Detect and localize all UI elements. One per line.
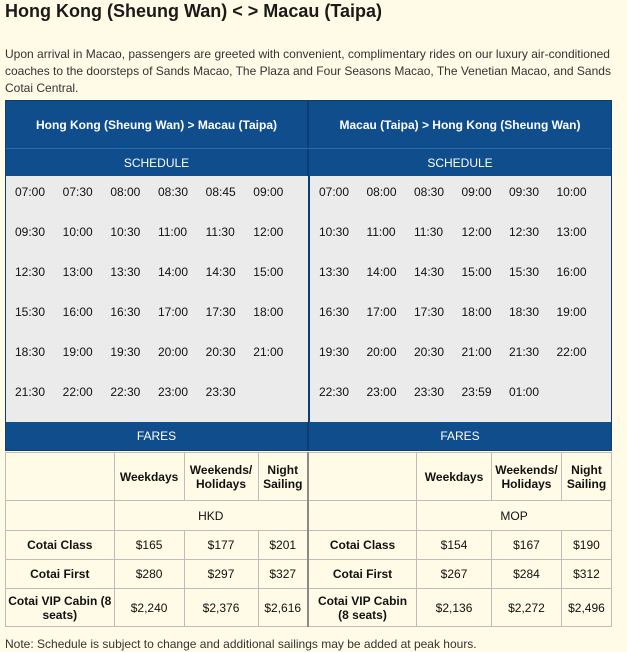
schedule-times-row <box>6 176 611 422</box>
departure-time: 16:30 <box>318 305 349 319</box>
currency-right: MOP <box>417 501 612 531</box>
weekends-header: Weekends/ Holidays <box>184 453 258 501</box>
departure-time: 12:30 <box>508 225 540 239</box>
schedule-right-header: SCHEDULE <box>427 155 493 170</box>
departure-time: 23:30 <box>205 385 236 399</box>
departure-time: 01:00 <box>508 385 540 399</box>
departure-time: 07:00 <box>318 185 349 199</box>
fares-header-labels <box>6 453 612 501</box>
departure-time: 20:00 <box>366 345 397 359</box>
departure-time: 09:00 <box>461 185 492 199</box>
departure-time: 09:00 <box>253 185 284 199</box>
blank-cell <box>6 501 115 531</box>
departure-time: 10:00 <box>62 225 93 239</box>
fare-value: $2,616 <box>258 589 308 627</box>
currency-left: HKD <box>114 501 308 531</box>
schedule-panel <box>5 100 612 451</box>
departure-time: 21:30 <box>508 345 540 359</box>
departure-time: 10:30 <box>110 225 141 239</box>
departure-time: 08:00 <box>110 185 141 199</box>
departure-time: 13:00 <box>62 265 93 279</box>
departure-time: 14:00 <box>366 265 397 279</box>
departure-time: 19:00 <box>62 345 93 359</box>
route-right-label: Macau (Taipa) > Hong Kong (Sheung Wan) <box>339 117 581 132</box>
departure-time: 16:00 <box>556 265 587 279</box>
fare-value: $177 <box>184 531 258 560</box>
fare-row-cotai-vip <box>6 589 612 627</box>
fare-label: Cotai VIP Cabin (8 seats) <box>308 589 417 627</box>
schedule-right-times <box>310 176 611 422</box>
departure-time: 07:30 <box>62 185 93 199</box>
departure-time: 20:30 <box>413 345 444 359</box>
departure-time: 16:00 <box>62 305 93 319</box>
departure-time: 19:00 <box>556 305 587 319</box>
departure-time: 14:00 <box>157 265 188 279</box>
departure-time: 17:00 <box>157 305 188 319</box>
fare-label: Cotai Class <box>308 531 417 560</box>
departure-time: 12:00 <box>253 225 284 239</box>
departure-time: 23:59 <box>461 385 492 399</box>
fare-value: $2,136 <box>417 589 492 627</box>
departure-time: 22:30 <box>318 385 349 399</box>
weekdays-header: Weekdays <box>114 453 184 501</box>
fare-label: Cotai First <box>6 560 115 589</box>
departure-time: 22:00 <box>556 345 587 359</box>
departure-time: 13:30 <box>318 265 349 279</box>
departure-time: 22:00 <box>62 385 93 399</box>
departure-time: 21:00 <box>461 345 492 359</box>
departure-time: 13:30 <box>110 265 141 279</box>
night-header: Night Sailing <box>561 453 611 501</box>
departure-time: 08:30 <box>157 185 188 199</box>
departure-time: 19:30 <box>318 345 349 359</box>
blank-cell <box>308 501 417 531</box>
departure-time: 11:30 <box>205 225 235 239</box>
fare-label: Cotai VIP Cabin (8 seats) <box>6 589 115 627</box>
departure-time: 18:30 <box>15 345 46 359</box>
night-header: Night Sailing <box>258 453 308 501</box>
route-left-label: Hong Kong (Sheung Wan) > Macau (Taipa) <box>6 101 309 148</box>
fare-value: $165 <box>114 531 184 560</box>
fare-value: $280 <box>114 560 184 589</box>
departure-time: 17:00 <box>366 305 397 319</box>
fare-label: Cotai First <box>308 560 417 589</box>
fare-value: $2,496 <box>561 589 611 627</box>
departure-time: 16:30 <box>110 305 141 319</box>
departure-time: 23:00 <box>366 385 397 399</box>
departure-time: 13:00 <box>556 225 587 239</box>
currency-row <box>6 501 612 531</box>
blank-cell <box>308 453 417 501</box>
fare-row-cotai-first <box>6 560 612 589</box>
departure-time: 09:30 <box>508 185 540 199</box>
departure-time: 18:00 <box>253 305 284 319</box>
fare-value: $297 <box>184 560 258 589</box>
departure-time: 15:00 <box>461 265 492 279</box>
departure-time: 15:30 <box>508 265 540 279</box>
departure-time: 18:30 <box>508 305 540 319</box>
intro-text: Upon arrival in Macao, passengers are greeted with convenient, complimentary rides on our luxury air-conditioned coaches to the doorsteps of Sands Macao, The Plaza and Four Seasons Macao, The Venetian Macao, and Sands Cotai Central. <box>5 47 611 95</box>
departure-time: 14:30 <box>413 265 444 279</box>
fare-value: $2,376 <box>184 589 258 627</box>
departure-time: 23:00 <box>157 385 188 399</box>
fare-value: $327 <box>258 560 308 589</box>
departure-time: 21:30 <box>15 385 46 399</box>
fares-right-header: FARES <box>440 429 480 443</box>
fare-value: $154 <box>417 531 492 560</box>
schedule-header-row <box>6 148 611 176</box>
departure-time: 17:30 <box>413 305 444 319</box>
departure-time: 11:00 <box>157 225 188 239</box>
departure-time: 19:30 <box>110 345 141 359</box>
departure-time: 17:30 <box>205 305 236 319</box>
fare-value: $284 <box>491 560 561 589</box>
fare-value: $312 <box>561 560 611 589</box>
fare-label: Cotai Class <box>6 531 115 560</box>
departure-time: 08:30 <box>413 185 444 199</box>
departure-time: 09:30 <box>15 225 46 239</box>
departure-time: 20:30 <box>205 345 236 359</box>
departure-time: 22:30 <box>110 385 141 399</box>
fare-value: $2,272 <box>491 589 561 627</box>
page-title: Hong Kong (Sheung Wan) < > Macau (Taipa) <box>5 1 382 21</box>
fares-header-row <box>6 422 611 450</box>
departure-time: 20:00 <box>157 345 188 359</box>
fare-value: $190 <box>561 531 611 560</box>
departure-time: 08:45 <box>205 185 236 199</box>
schedule-note: Note: Schedule is subject to change and additional sailings may be added at peak hours. <box>5 637 477 651</box>
departure-time: 14:30 <box>205 265 236 279</box>
departure-time: 18:00 <box>461 305 492 319</box>
departure-time: 23:30 <box>413 385 444 399</box>
weekdays-header: Weekdays <box>417 453 492 501</box>
fare-row-cotai-class <box>6 531 612 560</box>
fare-value: $201 <box>258 531 308 560</box>
departure-time: 07:00 <box>15 185 46 199</box>
departure-time: 11:00 <box>366 225 396 239</box>
departure-time: 12:30 <box>15 265 46 279</box>
fares-table <box>5 452 612 627</box>
fare-value: $2,240 <box>114 589 184 627</box>
route-header-row <box>6 101 611 148</box>
departure-time: 12:00 <box>461 225 492 239</box>
departure-time: 10:30 <box>318 225 349 239</box>
schedule-left-header: SCHEDULE <box>6 149 309 176</box>
departure-time: 15:30 <box>15 305 46 319</box>
blank-cell <box>6 453 115 501</box>
fare-value: $267 <box>417 560 492 589</box>
departure-time: 11:30 <box>413 225 444 239</box>
departure-time: 08:00 <box>366 185 397 199</box>
schedule-left-times <box>6 176 310 422</box>
departure-time: 21:00 <box>253 345 284 359</box>
departure-time: 10:00 <box>556 185 587 199</box>
fare-value: $167 <box>491 531 561 560</box>
departure-time: 15:00 <box>253 265 284 279</box>
weekends-header: Weekends/ Holidays <box>491 453 561 501</box>
fares-left-header: FARES <box>6 422 309 450</box>
